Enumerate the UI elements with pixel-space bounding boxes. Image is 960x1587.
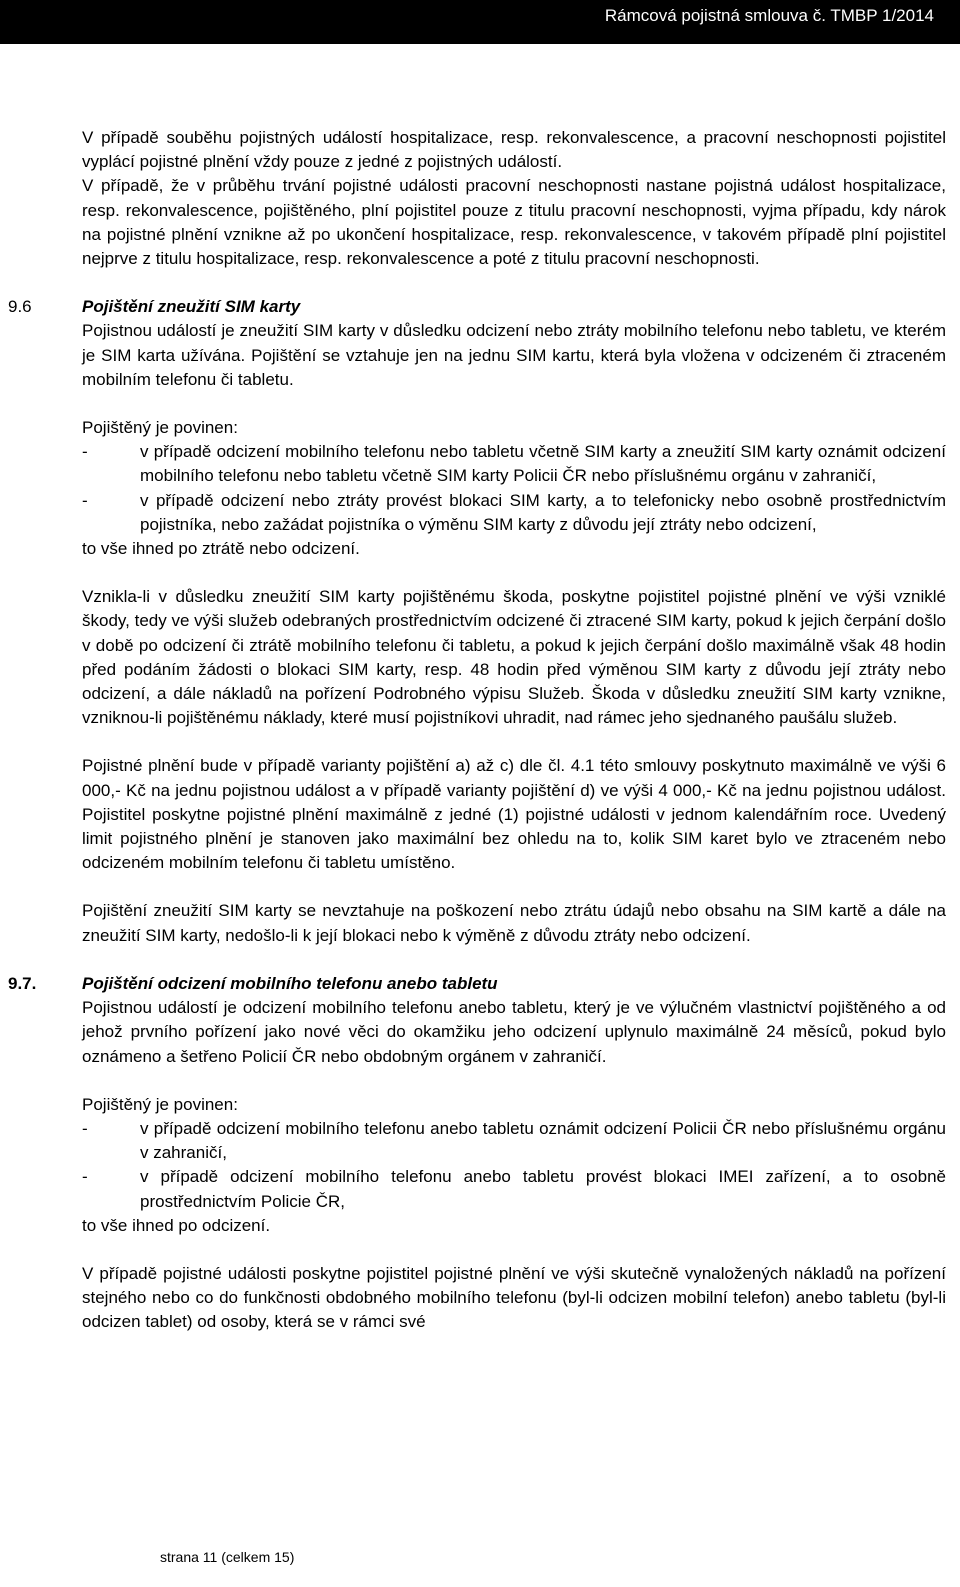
duty-list — [82, 440, 946, 537]
section-number: 9.7. — [8, 973, 37, 993]
list-item-text: v případě odcizení mobilního telefonu anebo tabletu oznámit odcizení Policii ČR nebo příslušnému orgánu v zahraničí, — [140, 1118, 946, 1163]
dash-bullet: - — [82, 442, 88, 462]
spacer — [82, 1238, 946, 1262]
list-item — [82, 1165, 946, 1213]
spacer — [82, 730, 946, 754]
duty-intro: Pojištěný je povinen: — [82, 418, 238, 438]
spacer — [82, 392, 946, 416]
document-header — [0, 0, 960, 44]
spacer — [82, 875, 946, 899]
section-9-7-paragraph-1: Pojistnou událostí je odcizení mobilního telefonu anebo tabletu, který je ve výlučném vlastnictví pojištěného a od jehož prvního pořízení jako nové věci do okamžiku jeho odcizení uplynulo maximálně 24 měsíců, pokud bylo oznámeno a šetřeno Policií ČR nebo obdobným orgánem v zahraničí. — [82, 998, 946, 1066]
section-9-7-paragraph-2: V případě pojistné události poskytne pojistitel pojistné plnění ve výši skutečně vynaložených nákladů na pořízení stejného nebo co do funkčnosti obdobného mobilního telefonu (byl-li odcizen mobilní telefon) anebo tabletu (byl-li odcizen tablet) od osoby, která se v rámci své — [82, 1263, 946, 1332]
section-9-7-heading — [8, 972, 946, 996]
list-item-text: v případě odcizení nebo ztráty provést blokaci SIM karty, a to telefonicky nebo osobně prostřednictvím pojistníka, nebo zažádat pojistníka o výměnu SIM karty z důvodu její ztráty nebo odcizení, — [140, 490, 946, 534]
document-title: Rámcová pojistná smlouva č. TMBP 1/2014 — [604, 6, 934, 25]
section-9-6-paragraph-3: Pojistné plnění bude v případě varianty pojištění a) až c) dle čl. 4.1 této smlouvy poskytnuto maximálně ve výši 6 000,- Kč na jednu pojistnou událost a v případě varianty pojištění d) ve výši 4 000,- Kč na jednu pojistnou událost. Pojistitel poskytne pojistné plnění maximálně z jedné (1) pojistné události v jednom kalendářním roce. Uvedený limit pojistného plnění je stanoven jako maximální bez ohledu na to, kolik SIM karet bylo ve ztraceném nebo odcizeném mobilním telefonu či tabletu umístěno. — [82, 756, 946, 873]
duty-outro: to vše ihned po ztrátě nebo odcizení. — [82, 539, 360, 559]
duty-intro: Pojištěný je povinen: — [82, 1094, 238, 1114]
document-body — [8, 126, 946, 1335]
section-9-6-heading — [8, 295, 946, 319]
spacer — [82, 561, 946, 585]
intro-paragraph-1: V případě souběhu pojistných událostí hospitalizace, resp. rekonvalescence, a pracovní neschopnosti pojistitel vyplácí pojistné plnění vždy pouze z jedné z pojistných událostí. — [82, 128, 946, 172]
duty-outro: to vše ihned po odcizení. — [82, 1215, 271, 1235]
list-item-text: v případě odcizení mobilního telefonu anebo tabletu provést blokaci IMEI zařízení, a to osobně prostřednictvím Policie ČR, — [140, 1167, 946, 1211]
section-title: Pojištění odcizení mobilního telefonu anebo tabletu — [82, 973, 498, 993]
list-item-text: v případě odcizení mobilního telefonu nebo tabletu včetně SIM karty a zneužití SIM karty oznámit odcizení mobilního telefonu nebo tabletu včetně SIM karty Policii ČR nebo příslušnému orgánu v zahraničí, — [140, 442, 946, 486]
section-number: 9.6 — [8, 297, 32, 317]
duty-list — [82, 1117, 946, 1214]
section-title: Pojištění zneužití SIM karty — [82, 297, 301, 317]
spacer — [82, 1069, 946, 1093]
list-item — [82, 1117, 946, 1165]
section-9-6-paragraph-2: Vznikla-li v důsledku zneužití SIM karty pojištěnému škoda, poskytne pojistitel pojistné plnění ve výši vzniklé škody, tedy ve výši služeb odebraných prostřednictvím odcizené či ztracené SIM karty, pokud k jejich čerpání došlo v době po odcizení či ztrátě mobilního telefonu či tabletu, a pokud k jejich čerpání došlo maximálně však 48 hodin před podáním žádosti o blokaci SIM karty, resp. 48 hodin před výměnou SIM karty z důvodu její ztráty nebo odcizení, a dále nákladů na pořízení Podrobného výpisu Služeb. Škoda v důsledku zneužití SIM karty vznikne, vzniknou-li pojištěnému náklady, které musí pojistníkovi uhradit, nad rámec jeho sjednaného paušálu služeb. — [82, 587, 946, 728]
spacer — [82, 948, 946, 972]
list-item — [82, 440, 946, 488]
dash-bullet: - — [82, 1167, 88, 1187]
section-9-6-paragraph-4: Pojištění zneužití SIM karty se nevztahuje na poškození nebo ztrátu údajů nebo obsahu na SIM kartě a dále na zneužití SIM karty, nedošlo-li k její blokaci nebo k výměně z důvodu ztráty nebo odcizení. — [82, 901, 946, 945]
list-item — [82, 489, 946, 537]
section-9-6-paragraph-1: Pojistnou událostí je zneužití SIM karty v důsledku odcizení nebo ztráty mobilního telefonu nebo tabletu, ve kterém je SIM karta užívána. Pojištění se vztahuje jen na jednu SIM kartu, která byla vložena v odcizeném či ztraceném mobilním telefonu či tabletu. — [82, 321, 946, 389]
intro-paragraph-2: V případě, že v průběhu trvání pojistné události pracovní neschopnosti nastane pojistná událost hospitalizace, resp. rekonvalescence, pojištěného, plní pojistitel pouze z titulu pracovní neschopnosti, vyjma případu, kdy nárok na pojistné plnění vznikne až po ukončení hospitalizace, resp. rekonvalescence, v takovém případě plní pojistitel nejprve z titulu hospitalizace, resp. rekonvalescence a poté z titulu pracovní neschopnosti. — [82, 176, 946, 269]
page-number: strana 11 (celkem 15) — [160, 1549, 295, 1565]
spacer — [82, 271, 946, 295]
dash-bullet: - — [82, 1118, 88, 1138]
dash-bullet: - — [82, 490, 88, 510]
